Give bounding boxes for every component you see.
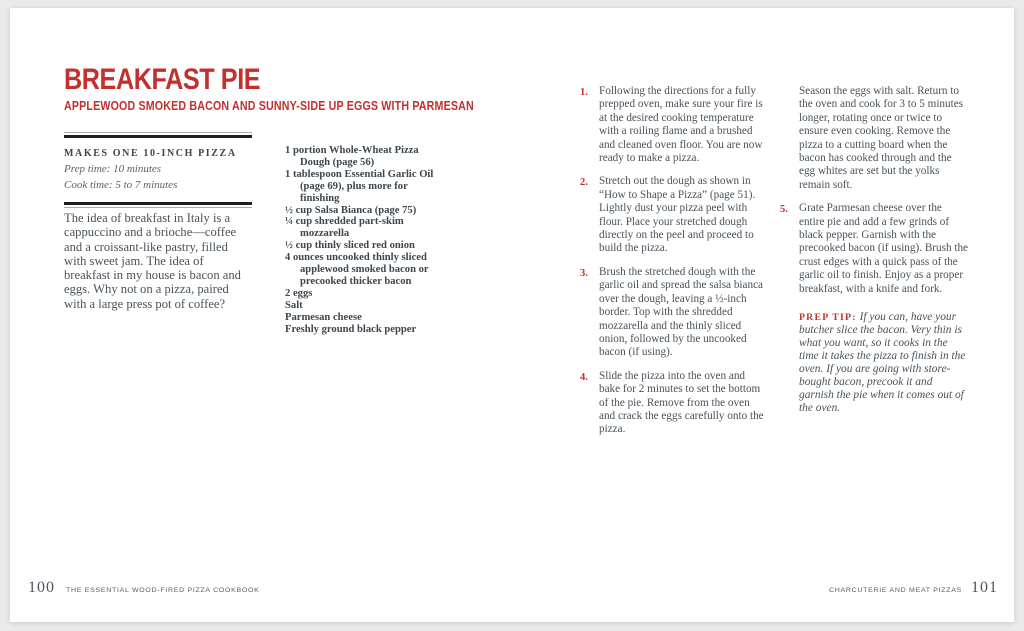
instruction-step-1 — [580, 85, 768, 165]
prep-time: Prep time: 10 minutes — [64, 163, 162, 175]
cook-time: Cook time: 5 to 7 minutes — [64, 178, 178, 191]
instructions-column-2 — [780, 85, 968, 415]
running-title-right: CHARCUTERIE AND MEAT PIZZAS — [829, 587, 962, 594]
ingredient-item: Freshly ground black pepper — [285, 323, 417, 335]
recipe-title: BREAKFAST PIE — [64, 63, 261, 96]
recipe-subtitle: APPLEWOOD SMOKED BACON AND SUNNY-SIDE UP EGGS WITH PARMESAN — [64, 98, 474, 113]
step-text: Following the directions for a fully prepped oven, make sure your fire is at the desired cooking temperature with a roiling flame and a brushed and cleaned oven floor. You are now ready to make a pizza. — [599, 85, 763, 165]
step-continuation-text: Season the eggs with salt. Return to the oven and cook for 3 to 5 minutes longer, rotating once or twice to ensure even cooking. Remove the pizza to a cutting board when the bacon has cooked through and the egg whites are set but the yolks remain soft. — [799, 85, 964, 191]
ingredient-item: ½ cup Salsa Bianca (page 75) — [285, 204, 417, 216]
instruction-step-3 — [580, 266, 768, 360]
page-number-right: 101 — [971, 579, 998, 596]
double-rule-top — [64, 132, 252, 138]
footer-left — [28, 579, 260, 597]
instructions-column-1 — [580, 85, 768, 447]
instruction-step-4-continuation — [780, 85, 968, 192]
ingredient-item: ½ cup thinly sliced red onion — [285, 240, 415, 252]
prep-tip-label: PREP TIP: — [799, 312, 857, 324]
step-number-empty — [780, 85, 799, 192]
step-text: Stretch out the dough as shown in “How to Shape a Pizza” (page 51). Lightly dust your pizza peel with flour. Place your stretched dough directly on the peel and proceed to build the pizza. — [599, 175, 756, 255]
page-number-left: 100 — [28, 579, 55, 596]
recipe-meta-block — [64, 132, 252, 208]
step-number: 2. — [580, 177, 588, 189]
ingredients-list — [285, 145, 445, 336]
ingredient-item: 1 portion Whole-Wheat Pizza Dough (page 56) — [285, 145, 419, 168]
ingredient-item: 1 tablespoon Essential Garlic Oil (page 69), plus more for finishing — [285, 168, 434, 204]
double-rule-bottom — [64, 202, 252, 208]
instruction-step-5 — [780, 202, 968, 296]
ingredient-item: 4 ounces uncooked thinly sliced applewood smoked bacon or precooked thicker bacon — [285, 252, 429, 287]
step-number: 4. — [580, 371, 588, 383]
book-spread — [10, 8, 1014, 622]
ingredient-item: ¼ cup shredded part-skim mozzarella — [285, 216, 404, 240]
intro-paragraph: The idea of breakfast in Italy is a cappuccino and a brioche—coffee and a croissant-like pastry, filled with sweet jam. The idea of breakfast in my house is bacon and eggs. Why not on a pizza, paired with a large press pot of coffee? — [64, 211, 241, 311]
ingredient-item: Salt — [285, 299, 303, 311]
ingredient-item: 2 eggs — [285, 287, 313, 299]
recipe-yield: MAKES ONE 10-INCH PIZZA — [64, 148, 237, 159]
instruction-step-4 — [580, 370, 768, 437]
step-text: Grate Parmesan cheese over the entire pie and add a few grinds of black pepper. Garnish with the precooked bacon (if using). Brush the crust edges with a quick pass of the garlic oil to finish. Enjoy as a proper breakfast, with a knife and fork. — [799, 202, 969, 295]
step-number: 5. — [780, 204, 788, 216]
instruction-step-2 — [580, 175, 768, 255]
prep-tip-text: If you can, have your butcher slice the bacon. Very thin is what you want, so it cooks in the time it takes the pizza to finish in the oven. If you are going with store-bought bacon, precook it and garnish the pie when it comes out of the oven. — [799, 311, 966, 415]
running-title-left: THE ESSENTIAL WOOD-FIRED PIZZA COOKBOOK — [66, 587, 260, 594]
prep-tip — [799, 311, 968, 415]
ingredient-item: Parmesan cheese — [285, 311, 362, 323]
step-text: Brush the stretched dough with the garlic oil and spread the salsa bianca over the dough, leaving a ½-inch border. Top with the shredded mozzarella and the thinly sliced onion, followed by the uncooked bacon (if using). — [599, 265, 764, 359]
step-text: Slide the pizza into the oven and bake for 2 minutes to set the bottom of the pie. Remove from the oven and crack the eggs carefully onto the pizza. — [599, 369, 764, 436]
footer-right — [829, 579, 998, 597]
step-number: 3. — [580, 267, 588, 279]
step-number: 1. — [580, 87, 588, 98]
